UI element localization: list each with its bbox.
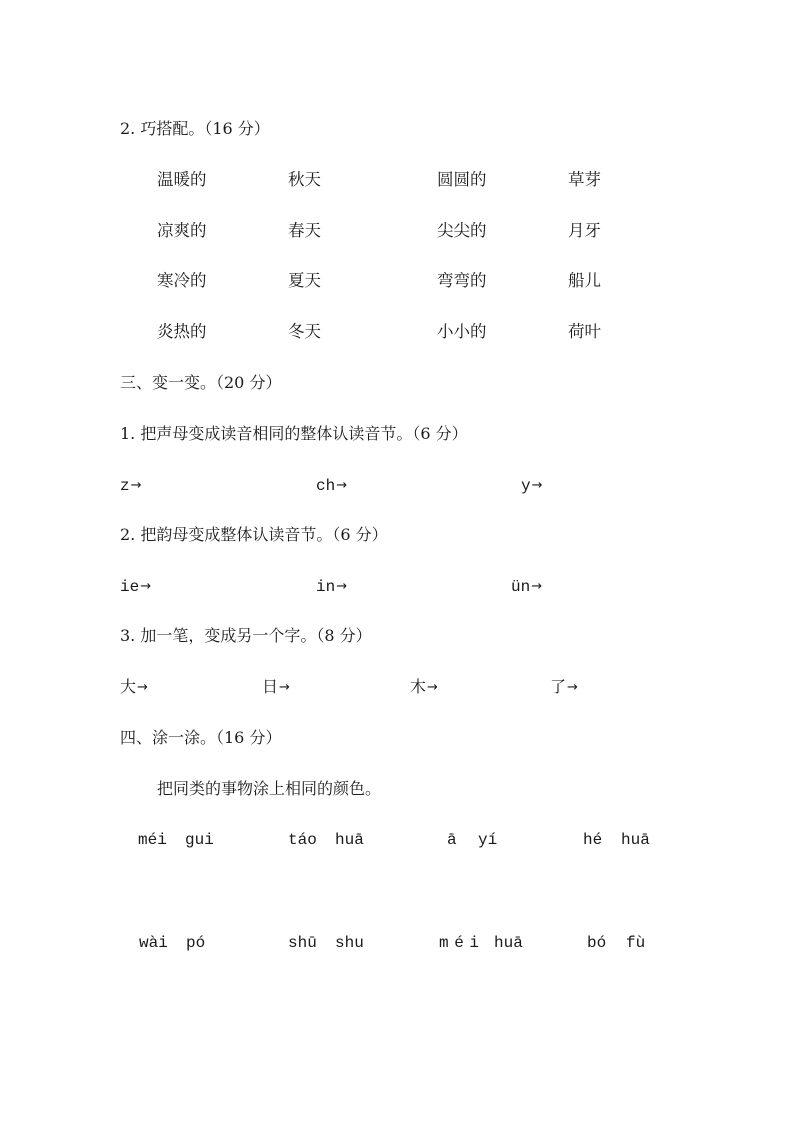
pinyin-syllable: huā	[621, 831, 650, 849]
pinyin-syllable: wài	[139, 934, 168, 952]
q2-item	[316, 576, 347, 598]
character-label: 木	[410, 677, 427, 696]
q2-heading: 2. 把韵母变成整体认读音节。（6 分）	[120, 525, 388, 544]
match-season: 夏天	[288, 271, 321, 290]
match-adjective: 弯弯的	[437, 271, 487, 290]
q1-item	[316, 475, 347, 497]
q2-item	[511, 576, 542, 598]
match-season: 春天	[288, 221, 321, 240]
arrow-right-icon: →	[137, 680, 148, 695]
pinyin-syllable: shū	[288, 934, 317, 952]
pinyin-syllable: bó	[587, 934, 607, 952]
final-label: in	[316, 578, 336, 596]
match-adjective: 寒冷的	[157, 271, 207, 290]
initial-label: ch	[316, 477, 336, 495]
arrow-right-icon: →	[336, 478, 348, 493]
pinyin-syllable: pó	[186, 934, 206, 952]
pinyin-syllable: gui	[185, 831, 214, 849]
arrow-right-icon: →	[336, 579, 348, 594]
match-season: 秋天	[288, 170, 321, 189]
arrow-right-icon: →	[279, 680, 290, 695]
character-label: 了	[550, 677, 567, 696]
final-label: ün	[511, 578, 531, 596]
match-adjective: 温暖的	[157, 170, 207, 189]
character-label: 大	[120, 677, 137, 696]
q3-item	[550, 677, 578, 699]
pinyin-syllable: shu	[335, 934, 364, 952]
part-4-heading: 四、涂一涂。（16 分）	[120, 728, 282, 747]
q3-heading: 3. 加一笔，变成另一个字。（8 分）	[120, 626, 372, 645]
arrow-right-icon: →	[531, 478, 543, 493]
q1-item	[120, 475, 142, 497]
arrow-right-icon: →	[130, 478, 142, 493]
initial-label: y	[521, 477, 531, 495]
q1-heading: 1. 把声母变成读音相同的整体认读音节。（6 分）	[120, 424, 468, 443]
match-noun: 荷叶	[568, 322, 601, 341]
q2-item	[120, 576, 151, 598]
initial-label: z	[120, 477, 130, 495]
match-noun: 月牙	[568, 221, 601, 240]
part-4-instruction: 把同类的事物涂上相同的颜色。	[157, 779, 382, 798]
pinyin-syllable: m é i	[439, 934, 478, 952]
match-adjective: 凉爽的	[157, 221, 207, 240]
final-label: ie	[120, 578, 140, 596]
match-adjective: 炎热的	[157, 322, 207, 341]
match-noun: 船儿	[568, 271, 601, 290]
arrow-right-icon: →	[427, 680, 438, 695]
match-adjective: 尖尖的	[437, 221, 487, 240]
q3-item	[410, 677, 438, 699]
match-adjective: 圆圆的	[437, 170, 487, 189]
pinyin-syllable: fù	[626, 934, 646, 952]
pinyin-syllable: hé	[583, 831, 603, 849]
q3-item	[262, 677, 290, 699]
q3-item	[120, 677, 148, 699]
pinyin-syllable: huā	[335, 831, 364, 849]
match-noun: 草芽	[568, 170, 601, 189]
part-3-heading: 三、变一变。（20 分）	[120, 373, 282, 392]
character-label: 日	[262, 677, 279, 696]
match-season: 冬天	[288, 322, 321, 341]
q1-item	[521, 475, 543, 497]
match-adjective: 小小的	[437, 322, 487, 341]
pinyin-syllable: huā	[494, 934, 523, 952]
pinyin-syllable: méi	[138, 831, 167, 849]
arrow-right-icon: →	[531, 579, 543, 594]
pinyin-syllable: táo	[288, 831, 317, 849]
match-heading: 2. 巧搭配。（16 分）	[120, 119, 270, 138]
arrow-right-icon: →	[567, 680, 578, 695]
pinyin-syllable: yí	[478, 831, 498, 849]
arrow-right-icon: →	[140, 579, 152, 594]
pinyin-syllable: ā	[447, 831, 457, 849]
